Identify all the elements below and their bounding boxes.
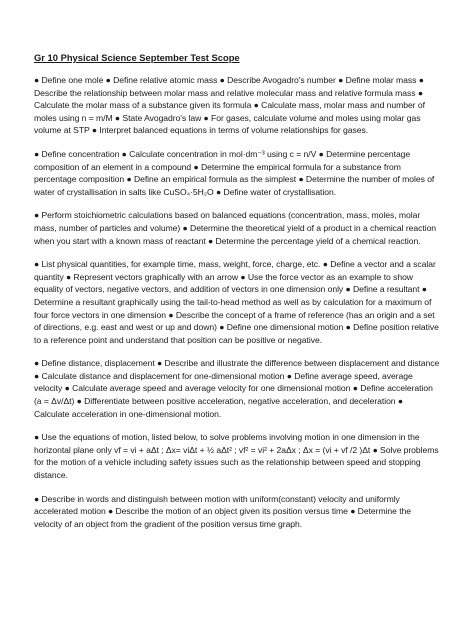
paragraph-vectors: ● List physical quantities, for example time, mass, weight, force, charge, etc. ● Define a vector and a scalar quantity ● Represent vectors graphically with an arrow ● Use the force vector as an example to show equality of vectors, negative vectors, and addition of vectors in one dimension only ● Define a resultant ● Determine a resultant graphically using the tail-to-head method as well as by calculation for a maximum of four force vectors in one dimension ● Describe the concept of a frame of reference (has an origin and a set of directions, e.g. east and west or up and down) ● Define one dimensional motion ● Define position relative to a reference point and understand that position can be positive or negative.: [34, 259, 439, 345]
paragraph-concentration: ● Define concentration ● Calculate concentration in mol·dm⁻³ using c = n/V ● Determine percentage composition of an element in a compound ● Determine the empirical formula for a substance from percentage composition ● Define an empirical formula as the simplest ● Determine the number of moles of water of crystallisation in salts like CuSO₄·5H₂O ● Define water of crystallisation.: [34, 148, 435, 197]
paragraph-stoichiometry: ● Perform stoichiometric calculations based on balanced equations (concentration, mass, moles, molar mass, number of particles and volume) ● Determine the theoretical yield of a product in a chemical reaction when you start with a known mass of reactant ● Determine the percentage yield of a chemical reaction.: [34, 210, 437, 246]
paragraph-moles: ● Define one mole ● Define relative atomic mass ● Describe Avogadro's number ● Define molar mass ● Describe the relationship between molar mass and relative molecular mass and relative formula mass ● Calculate the molar mass of a substance given its formula ● Calculate mass, molar mass and number of moles using n = m/M ● State Avogadro's law ● For gases, calculate volume and moles using molar gas volume at STP ● Interpret balanced equations in terms of volume relationships for gases.: [34, 75, 425, 136]
page-title: Gr 10 Physical Science September Test Scope: [34, 52, 240, 63]
paragraph-equations-of-motion: ● Use the equations of motion, listed below, to solve problems involving motion in one dimension in the horizontal plane only vf = vi + aΔt ; Δx= viΔt + ½ aΔt² ; vf² = vi² + 2aΔx ; Δx = (vi + vf /2 )Δt ● Solve problems for the motion of a vehicle including safety issues such as the relationship between speed and stopping distance.: [34, 432, 439, 481]
paragraph-motion-graphs: ● Describe in words and distinguish between motion with uniform(constant) velocity and uniformly accelerated motion ● Describe the motion of an object given its position versus time ● Determine the velocity of an object from the gradient of the position versus time graph.: [34, 493, 412, 529]
paragraph-displacement: ● Define distance, displacement ● Describe and illustrate the difference between displacement and distance ● Calculate distance and displacement for one-dimensional motion ● Define average speed, average velocity ● Calculate average speed and average velocity for one dimensional motion ● Define acceleration (a = Δv/Δt) ● Differentiate between positive acceleration, negative acceleration, and deceleration ● Calculate acceleration in one-dimensional motion.: [34, 358, 440, 419]
